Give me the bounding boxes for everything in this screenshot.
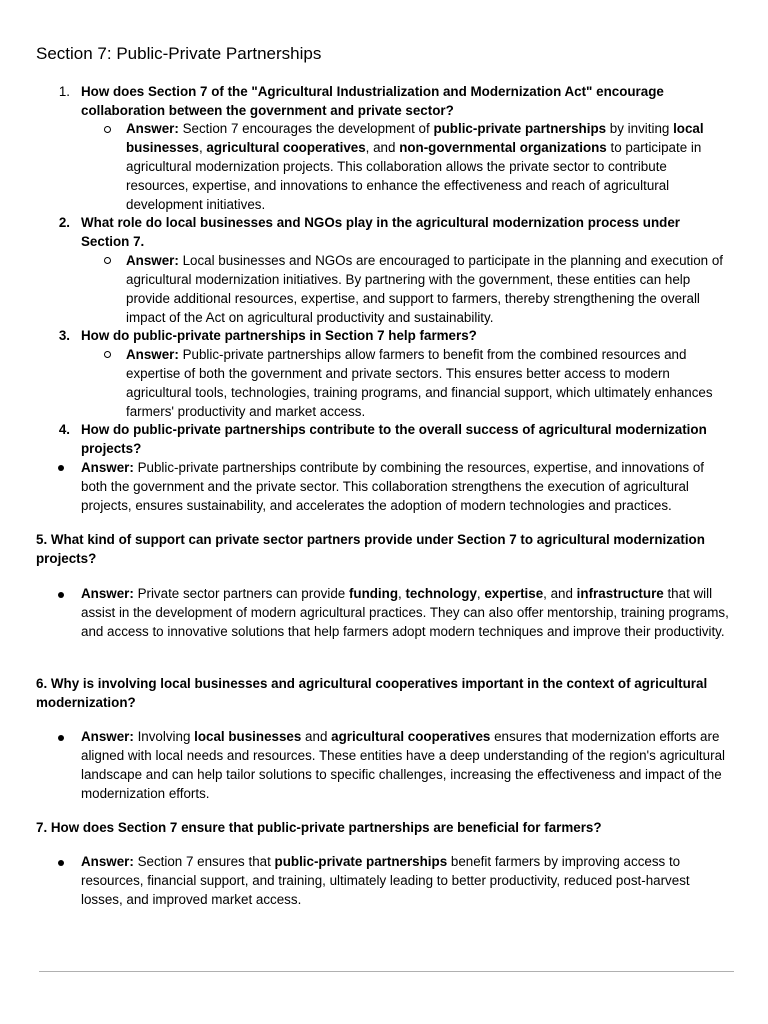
- bullet-dot-icon: [58, 860, 64, 866]
- emphasis-term: agricultural cooperatives: [206, 139, 366, 155]
- answer-body: Public-private partnerships contribute by combining the resources, expertise, and innovations of both the government and the private sector. This collaboration strengthens the execution of agricultural projects, ensures sustainability, and accelerates the adoption of modern technologies and practices.: [81, 460, 704, 513]
- answer-body: Private sector partners can provide funding, technology, expertise, and infrastructure that will assist in the development of modern agricultural practices. They can also offer mentorship, training programs, and access to innovative solutions that help farmers adopt modern techniques and improve their productivity.: [81, 586, 729, 639]
- emphasis-term: local businesses: [126, 121, 704, 155]
- bullet-dot-icon: [58, 735, 64, 741]
- page-title: Section 7: Public-Private Partnerships: [36, 44, 322, 63]
- question-text: How does Section 7 of the "Agricultural Industrialization and Modernization Act" encourage collaboration between the government and private sector?: [81, 84, 664, 118]
- answer-body: Section 7 ensures that public-private partnerships benefit farmers by improving access to resources, financial support, and training, ultimately leading to better productivity, reduced post-harvest losses, and improved market access.: [81, 854, 690, 907]
- answer-text: [81, 728, 731, 804]
- bullet-dot-icon: [58, 465, 64, 471]
- list-number: 1.: [58, 84, 70, 99]
- circle-bullet-icon: [104, 126, 111, 133]
- question-text: What role do local businesses and NGOs play in the agricultural modernization process under Section 7.: [81, 215, 680, 249]
- answer-body: Section 7 encourages the development of public-private partnerships by inviting local businesses, agricultural cooperatives, and non-governmental organizations to participate in agricultural modernization projects. This collaboration allows the private sector to contribute resources, expertise, and innovations to enhance the effectiveness and reach of agricultural development initiatives.: [126, 121, 704, 212]
- footer-divider: [39, 971, 734, 972]
- emphasis-term: expertise: [484, 586, 544, 601]
- emphasis-term: local businesses: [194, 729, 302, 744]
- emphasis-term: technology: [405, 586, 477, 601]
- answer-label: Answer:: [81, 729, 134, 744]
- list-number: 3.: [58, 328, 70, 343]
- emphasis-term: public-private partnerships: [433, 121, 607, 136]
- circle-bullet-icon: [104, 351, 111, 358]
- answer-label: Answer:: [81, 854, 134, 869]
- question-text: How do public-private partnerships contribute to the overall success of agricultural modernization projects?: [81, 422, 707, 456]
- question-heading: 7. How does Section 7 ensure that public-private partnerships are beneficial for farmers?: [36, 820, 602, 835]
- emphasis-term: funding: [348, 586, 399, 601]
- answer-label: Answer:: [81, 586, 134, 601]
- answer-label: Answer:: [81, 460, 134, 475]
- answer-text: [126, 120, 726, 215]
- question-heading: 5. What kind of support can private sector partners provide under Section 7 to agricultural modernization projects?: [36, 532, 705, 566]
- answer-text: [81, 585, 741, 642]
- answer-label: Answer:: [126, 121, 179, 136]
- emphasis-term: infrastructure: [576, 586, 664, 601]
- answer-body: Local businesses and NGOs are encouraged to participate in the planning and execution of agricultural modernization initiatives. By partnering with the government, these entities can help provide additional resources, expertise, and support to farmers, thereby strengthening the overall impact of the Act on agricultural productivity and sustainability.: [126, 253, 724, 325]
- bullet-dot-icon: [58, 592, 64, 598]
- question-heading: 6. Why is involving local businesses and agricultural cooperatives important in the context of agricultural modernization?: [36, 676, 708, 710]
- answer-text: [126, 252, 731, 328]
- answer-text: [81, 459, 731, 516]
- list-number: 4.: [58, 422, 70, 437]
- emphasis-term: non-governmental organizations: [399, 139, 607, 155]
- question-text: How do public-private partnerships in Section 7 help farmers?: [81, 328, 477, 343]
- answer-label: Answer:: [126, 347, 179, 362]
- answer-text: [126, 346, 731, 422]
- answer-body: Public-private partnerships allow farmers to benefit from the combined resources and expertise of both the government and private sectors. This ensures better access to modern agricultural tools, technologies, training programs, and financial support, which ultimately enhances farmers' productivity and market access.: [126, 347, 713, 419]
- list-number: 2.: [58, 215, 70, 230]
- emphasis-term: public-private partnerships: [274, 854, 448, 869]
- answer-label: Answer:: [126, 253, 179, 268]
- answer-body: Involving local businesses and agricultural cooperatives ensures that modernization efforts are aligned with local needs and resources. These entities have a deep understanding of the region's agricultural landscape and can help tailor solutions to specific challenges, increasing the effectiveness and impact of the modernization efforts.: [81, 729, 725, 801]
- answer-text: [81, 853, 721, 910]
- emphasis-term: agricultural cooperatives: [331, 729, 491, 744]
- circle-bullet-icon: [104, 257, 111, 264]
